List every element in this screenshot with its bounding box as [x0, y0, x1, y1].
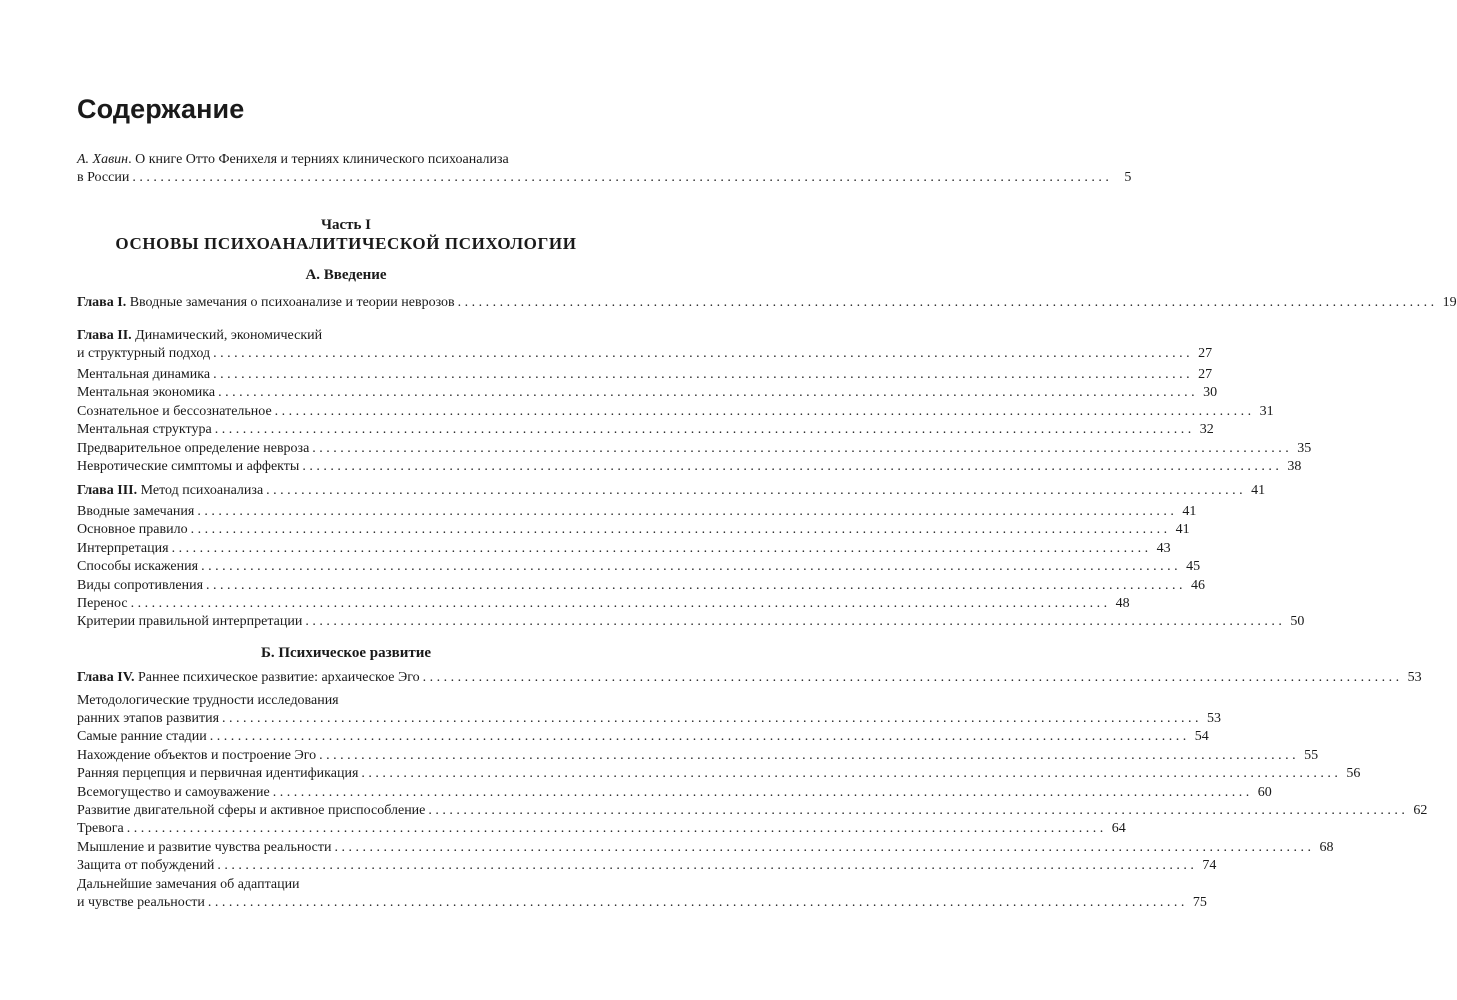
leader-dots: ............................................................................................................................................: [207, 894, 1188, 910]
toc-line: [77, 747, 1319, 765]
page-number: 55: [1304, 747, 1319, 763]
chapter-title: Раннее психическое развитие: архаическое Эго: [134, 670, 420, 685]
toc-line: [77, 876, 615, 894]
toc-line: [77, 613, 1305, 631]
chapter-3-subsections: [77, 503, 1305, 632]
toc-line: [77, 857, 1217, 875]
toc-line: [77, 503, 1197, 521]
intro-title-line-2: в России: [77, 170, 130, 185]
subsection-title-line-1: Методологические трудности исследования: [77, 693, 339, 708]
toc-line: [77, 765, 1361, 783]
leader-dots: ............................................................................................................................................: [302, 458, 1283, 474]
part-number: Часть I: [320, 217, 372, 233]
page-number: 48: [1115, 595, 1130, 611]
page-number: 27: [1198, 367, 1213, 382]
chapter-4-entry: [77, 669, 1422, 687]
subsection-title: Защита от побуждений: [77, 858, 215, 874]
intro-line-1: [77, 151, 615, 169]
leader-dots: ............................................................................................................................................: [132, 170, 1113, 185]
chapter-label: Глава II.: [77, 328, 132, 343]
chapter-title-line-2: и структурный подход: [77, 346, 211, 361]
leader-dots: ............................................................................................................................................: [361, 766, 1342, 782]
subsection-title: Самые ранние стадии: [77, 729, 207, 745]
leader-dots: ............................................................................................................................................: [272, 784, 1253, 800]
leader-dots: ............................................................................................................................................: [171, 540, 1152, 556]
subsection-title: Критерии правильной интерпретации: [77, 614, 303, 630]
page-number: 27: [1198, 346, 1213, 361]
leader-dots: ............................................................................................................................................: [190, 522, 1171, 538]
subsection-title: Нахождение объектов и построение Эго: [77, 747, 317, 763]
leader-dots: ............................................................................................................................................: [319, 747, 1300, 763]
toc-line: [77, 839, 1334, 857]
page-number: 54: [1194, 729, 1209, 745]
leader-dots: ............................................................................................................................................: [209, 729, 1190, 745]
toc-line: [77, 294, 1457, 312]
intro-author: А. Хавин: [77, 152, 129, 167]
page-number: 41: [1175, 522, 1190, 538]
subsection-title: Развитие двигательной сферы и активное приспособление: [77, 802, 426, 818]
subsection-title: Вводные замечания: [77, 504, 195, 519]
page-number: 68: [1319, 839, 1334, 855]
leader-dots: ............................................................................................................................................: [213, 367, 1194, 382]
toc-line: [77, 521, 1190, 539]
leader-dots: ............................................................................................................................................: [218, 385, 1199, 401]
subsection-title: Основное правило: [77, 522, 188, 538]
leader-dots: ............................................................................................................................................: [130, 595, 1111, 611]
toc-line: [77, 894, 1207, 912]
subsection-title: Всемогущество и самоуважение: [77, 784, 270, 800]
intro-title-line-1: . О книге Отто Фенихеля и терниях клинического психоанализа: [128, 152, 509, 167]
subsection-title-line-2: и чувстве реальности: [77, 894, 205, 910]
subsection-title: Способы искажения: [77, 559, 199, 575]
page-number: 38: [1287, 458, 1302, 474]
page-number: 41: [1251, 483, 1266, 498]
leader-dots: ............................................................................................................................................: [312, 440, 1293, 456]
subsection-title: Ментальная экономика: [77, 385, 216, 401]
leader-dots: ............................................................................................................................................: [197, 504, 1178, 519]
toc-line: [77, 540, 1171, 558]
chapter-3-entry: [77, 482, 1266, 500]
page-number: 19: [1442, 295, 1457, 310]
chapter-1-entry: [77, 294, 1457, 312]
toc-line: [77, 577, 1206, 595]
page-number: 53: [1407, 670, 1422, 685]
page-number: 62: [1413, 802, 1428, 818]
page-number: 64: [1111, 821, 1126, 837]
page-title: Содержание: [77, 94, 245, 124]
chapter-label: Глава III.: [77, 483, 138, 498]
chapter-title: Вводные замечания о психоанализе и теории неврозов: [126, 295, 455, 310]
page-number: 41: [1182, 504, 1197, 519]
leader-dots: ............................................................................................................................................: [214, 422, 1195, 438]
toc-line: [77, 345, 1213, 363]
subsection-title: Тревога: [77, 821, 124, 837]
subsection-title: Ментальная структура: [77, 422, 212, 438]
toc-line: [77, 558, 1201, 576]
page-number: 43: [1156, 540, 1171, 556]
toc-line: [77, 421, 1214, 439]
page-number: 46: [1191, 577, 1206, 593]
chapter-2-entry: [77, 327, 1213, 363]
subsection-title-line-2: ранних этапов развития: [77, 711, 220, 726]
leader-dots: ............................................................................................................................................: [428, 802, 1409, 818]
page-number: 32: [1199, 422, 1214, 438]
leader-dots: ............................................................................................................................................: [457, 295, 1438, 310]
subsection-title: Мышление и развитие чувства реальности: [77, 839, 332, 855]
leader-dots: ............................................................................................................................................: [201, 559, 1182, 575]
subsection-title: Сознательное и бессознательное: [77, 403, 272, 419]
toc-line: [77, 458, 1302, 476]
section-a-title: А. Введение: [305, 267, 387, 283]
chapter-label: Глава I.: [77, 295, 127, 310]
leader-dots: ............................................................................................................................................: [274, 403, 1255, 419]
intro-line-2: [77, 169, 1132, 187]
leader-dots: ............................................................................................................................................: [206, 577, 1187, 593]
leader-dots: ............................................................................................................................................: [217, 858, 1198, 874]
page-number: 30: [1203, 385, 1218, 401]
subsection-title-line-1: Дальнейшие замечания об адаптации: [77, 876, 300, 892]
page-number: 50: [1290, 614, 1305, 630]
chapter-2-subsections: [77, 366, 1312, 476]
toc-line: [77, 366, 1213, 384]
page-number: 5: [1124, 170, 1132, 185]
toc-line: [77, 482, 1266, 500]
subsection-title: Предварительное определение невроза: [77, 440, 310, 456]
leader-dots: ............................................................................................................................................: [334, 839, 1315, 855]
toc-line: [77, 802, 1428, 820]
intro-entry: [77, 151, 1132, 187]
leader-dots: ............................................................................................................................................: [222, 711, 1203, 726]
toc-line: [77, 327, 615, 345]
chapter-label: Глава IV.: [77, 670, 135, 685]
toc-line: [77, 728, 1209, 746]
toc-line: [77, 669, 1422, 687]
subsection-title: Ментальная динамика: [77, 367, 211, 382]
section-b-title: Б. Психическое развитие: [260, 645, 432, 661]
page-number: 35: [1297, 440, 1312, 456]
subsection-title: Перенос: [77, 595, 128, 611]
toc-line: [77, 595, 1130, 613]
leader-dots: ............................................................................................................................................: [213, 346, 1194, 361]
subsection-title: Невротические симптомы и аффекты: [77, 458, 300, 474]
toc-line: [77, 403, 1274, 421]
page-number: 74: [1202, 858, 1217, 874]
toc-line: [77, 440, 1312, 458]
leader-dots: ............................................................................................................................................: [266, 483, 1247, 498]
chapter-title: Метод психоанализа: [137, 483, 264, 498]
page-number: 53: [1207, 711, 1222, 726]
chapter-title-line-1: Динамический, экономический: [131, 328, 323, 343]
subsection-title: Ранняя перцепция и первичная идентификация: [77, 766, 359, 782]
toc-line: [77, 784, 1272, 802]
page-number: 31: [1259, 403, 1274, 419]
page-number: 45: [1186, 559, 1201, 575]
page-number: 56: [1346, 766, 1361, 782]
leader-dots: ............................................................................................................................................: [422, 670, 1403, 685]
subsection-title: Интерпретация: [77, 540, 169, 556]
leader-dots: ............................................................................................................................................: [305, 614, 1286, 630]
toc-line: [77, 820, 1126, 838]
toc-line: [77, 384, 1218, 402]
page-number: 75: [1192, 894, 1207, 910]
chapter-4-subsections: [77, 692, 1428, 912]
page-number: 60: [1257, 784, 1272, 800]
subsection-title: Виды сопротивления: [77, 577, 204, 593]
part-name: ОСНОВЫ ПСИХОАНАЛИТИЧЕСКОЙ ПСИХОЛОГИИ: [115, 234, 577, 253]
toc-line: [77, 710, 1222, 728]
toc-line: [77, 692, 615, 710]
leader-dots: ............................................................................................................................................: [126, 821, 1107, 837]
